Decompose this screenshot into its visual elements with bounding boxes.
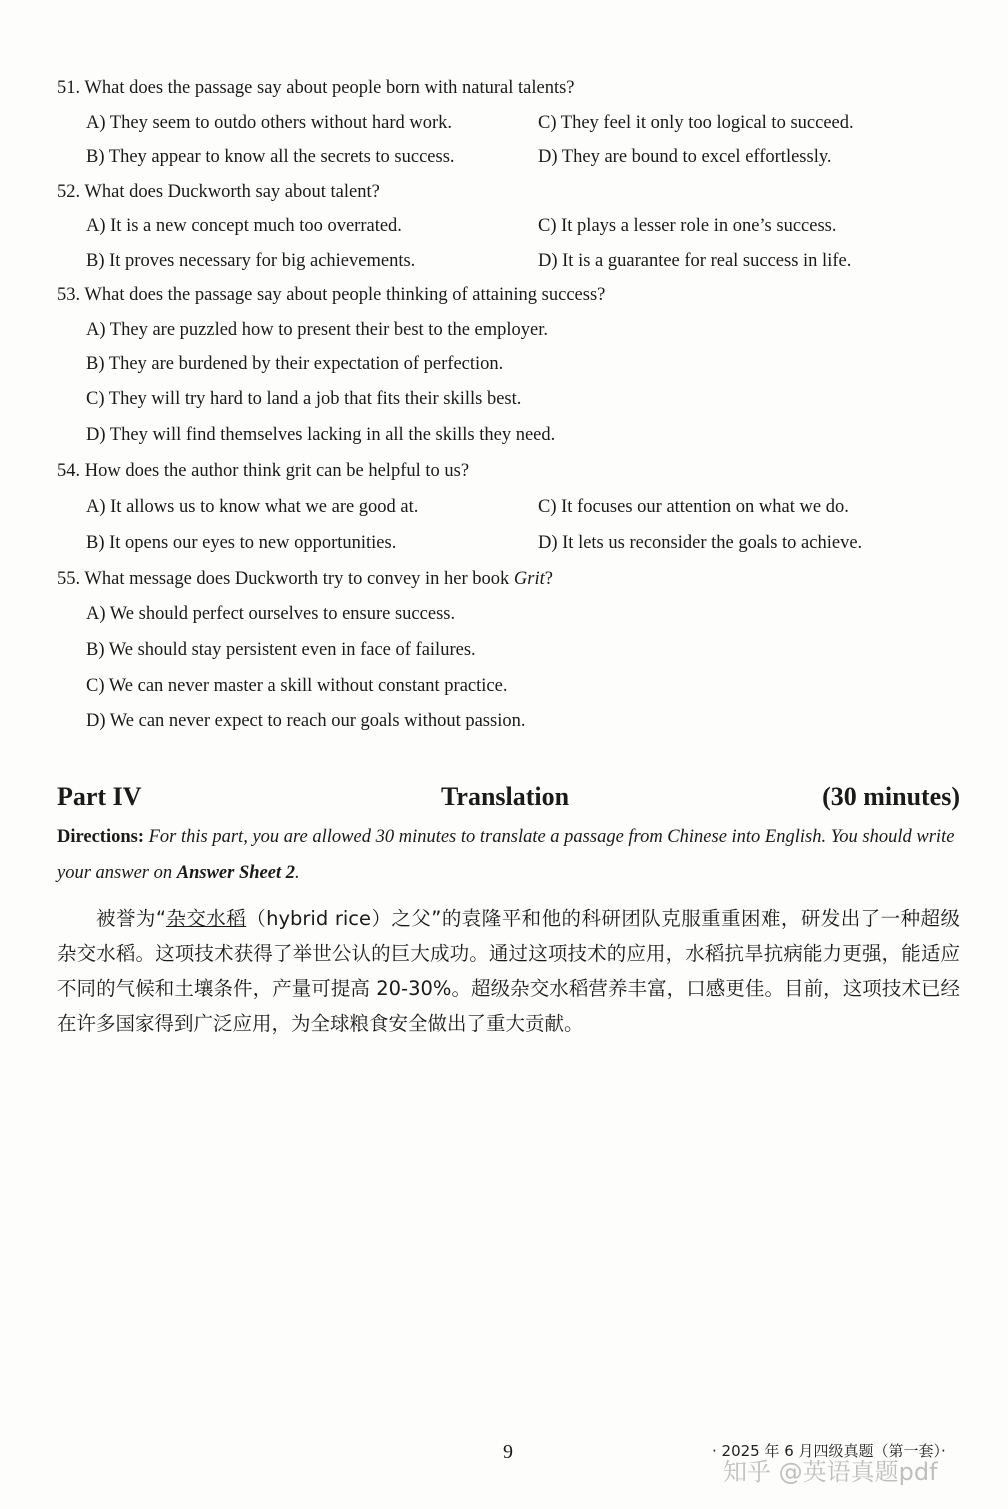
question-55-stem-text: 55. What message does Duckworth try to convey in her book	[57, 569, 514, 589]
part-number: Part IV	[57, 782, 142, 811]
directions	[57, 819, 960, 891]
question-55-stem-end: ?	[544, 569, 553, 589]
passage-underlined-term: 杂交水稻	[165, 907, 247, 930]
question-53-option-d: D) They will find themselves lacking in all the skills they need.	[86, 425, 556, 445]
question-55-option-b: B) We should stay persistent even in face of failures.	[86, 640, 476, 660]
directions-label: Directions:	[57, 827, 144, 847]
question-54-option-c: C) It focuses our attention on what we do.	[538, 497, 849, 517]
passage-body: （hybrid rice）之父”的袁隆平和他的科研团队克服重重困难，研发出了一种超级杂交水稻。这项技术获得了举世公认的巨大成功。通过这项技术的应用，水稻抗旱抗病能力更强，能适应不同的气候和土壤条件，产量可提高 20-30%。超级杂交水稻营养丰富，口感更佳。目前，这项技术已经在许多国家得到广泛应用，为全球粮食安全做出了重大贡献。	[57, 907, 960, 1035]
question-52-stem: 52. What does Duckworth say about talent?	[57, 182, 380, 202]
question-51-option-d: D) They are bound to excel effortlessly.	[538, 147, 832, 167]
book-title: Grit	[513, 569, 545, 589]
question-55-option-d: D) We can never expect to reach our goals without passion.	[86, 711, 526, 731]
question-53-option-b: B) They are burdened by their expectation of perfection.	[86, 354, 504, 374]
question-53-stem: 53. What does the passage say about people thinking of attaining success?	[57, 285, 606, 305]
question-54-option-a: A) It allows us to know what we are good at.	[86, 497, 419, 517]
exam-footer-note: · 2025 年 6 月四级真题（第一套）·	[712, 1442, 946, 1460]
question-52-option-b: B) It proves necessary for big achievements.	[86, 251, 416, 271]
question-53-option-c: C) They will try hard to land a job that fits their skills best.	[86, 389, 522, 409]
part-time: (30 minutes)	[822, 782, 960, 811]
question-51-stem: 51. What does the passage say about people born with natural talents?	[57, 78, 575, 98]
page-number: 9	[503, 1441, 513, 1463]
question-52-option-a: A) It is a new concept much too overrated.	[86, 216, 402, 236]
translation-passage	[57, 901, 960, 1041]
directions-text: For this part, you are allowed 30 minutes to translate a passage from Chinese into English. You should write your answer on	[57, 827, 955, 883]
question-54-option-d: D) It lets us reconsider the goals to achieve.	[538, 533, 863, 553]
answer-sheet-ref: Answer Sheet 2	[176, 863, 295, 883]
question-54-option-b: B) It opens our eyes to new opportunities.	[86, 533, 397, 553]
directions-end: .	[294, 863, 300, 883]
question-52-option-c: C) It plays a lesser role in one’s success.	[538, 216, 837, 236]
question-51-option-b: B) They appear to know all the secrets to success.	[86, 147, 455, 167]
question-55-option-a: A) We should perfect ourselves to ensure success.	[86, 604, 456, 624]
question-53-option-a: A) They are puzzled how to present their best to the employer.	[86, 320, 549, 340]
question-51-option-c: C) They feel it only too logical to succeed.	[538, 113, 854, 133]
part-title: Translation	[441, 782, 570, 811]
question-51-option-a: A) They seem to outdo others without hard work.	[86, 113, 452, 133]
question-52-option-d: D) It is a guarantee for real success in life.	[538, 251, 852, 271]
question-55-option-c: C) We can never master a skill without constant practice.	[86, 676, 508, 696]
question-55-stem	[57, 569, 553, 590]
part-heading	[57, 782, 960, 816]
question-54-stem: 54. How does the author think grit can be helpful to us?	[57, 461, 470, 481]
watermark: 知乎 @英语真题pdf	[723, 1458, 938, 1486]
passage-lead: 被誉为“	[96, 907, 166, 930]
